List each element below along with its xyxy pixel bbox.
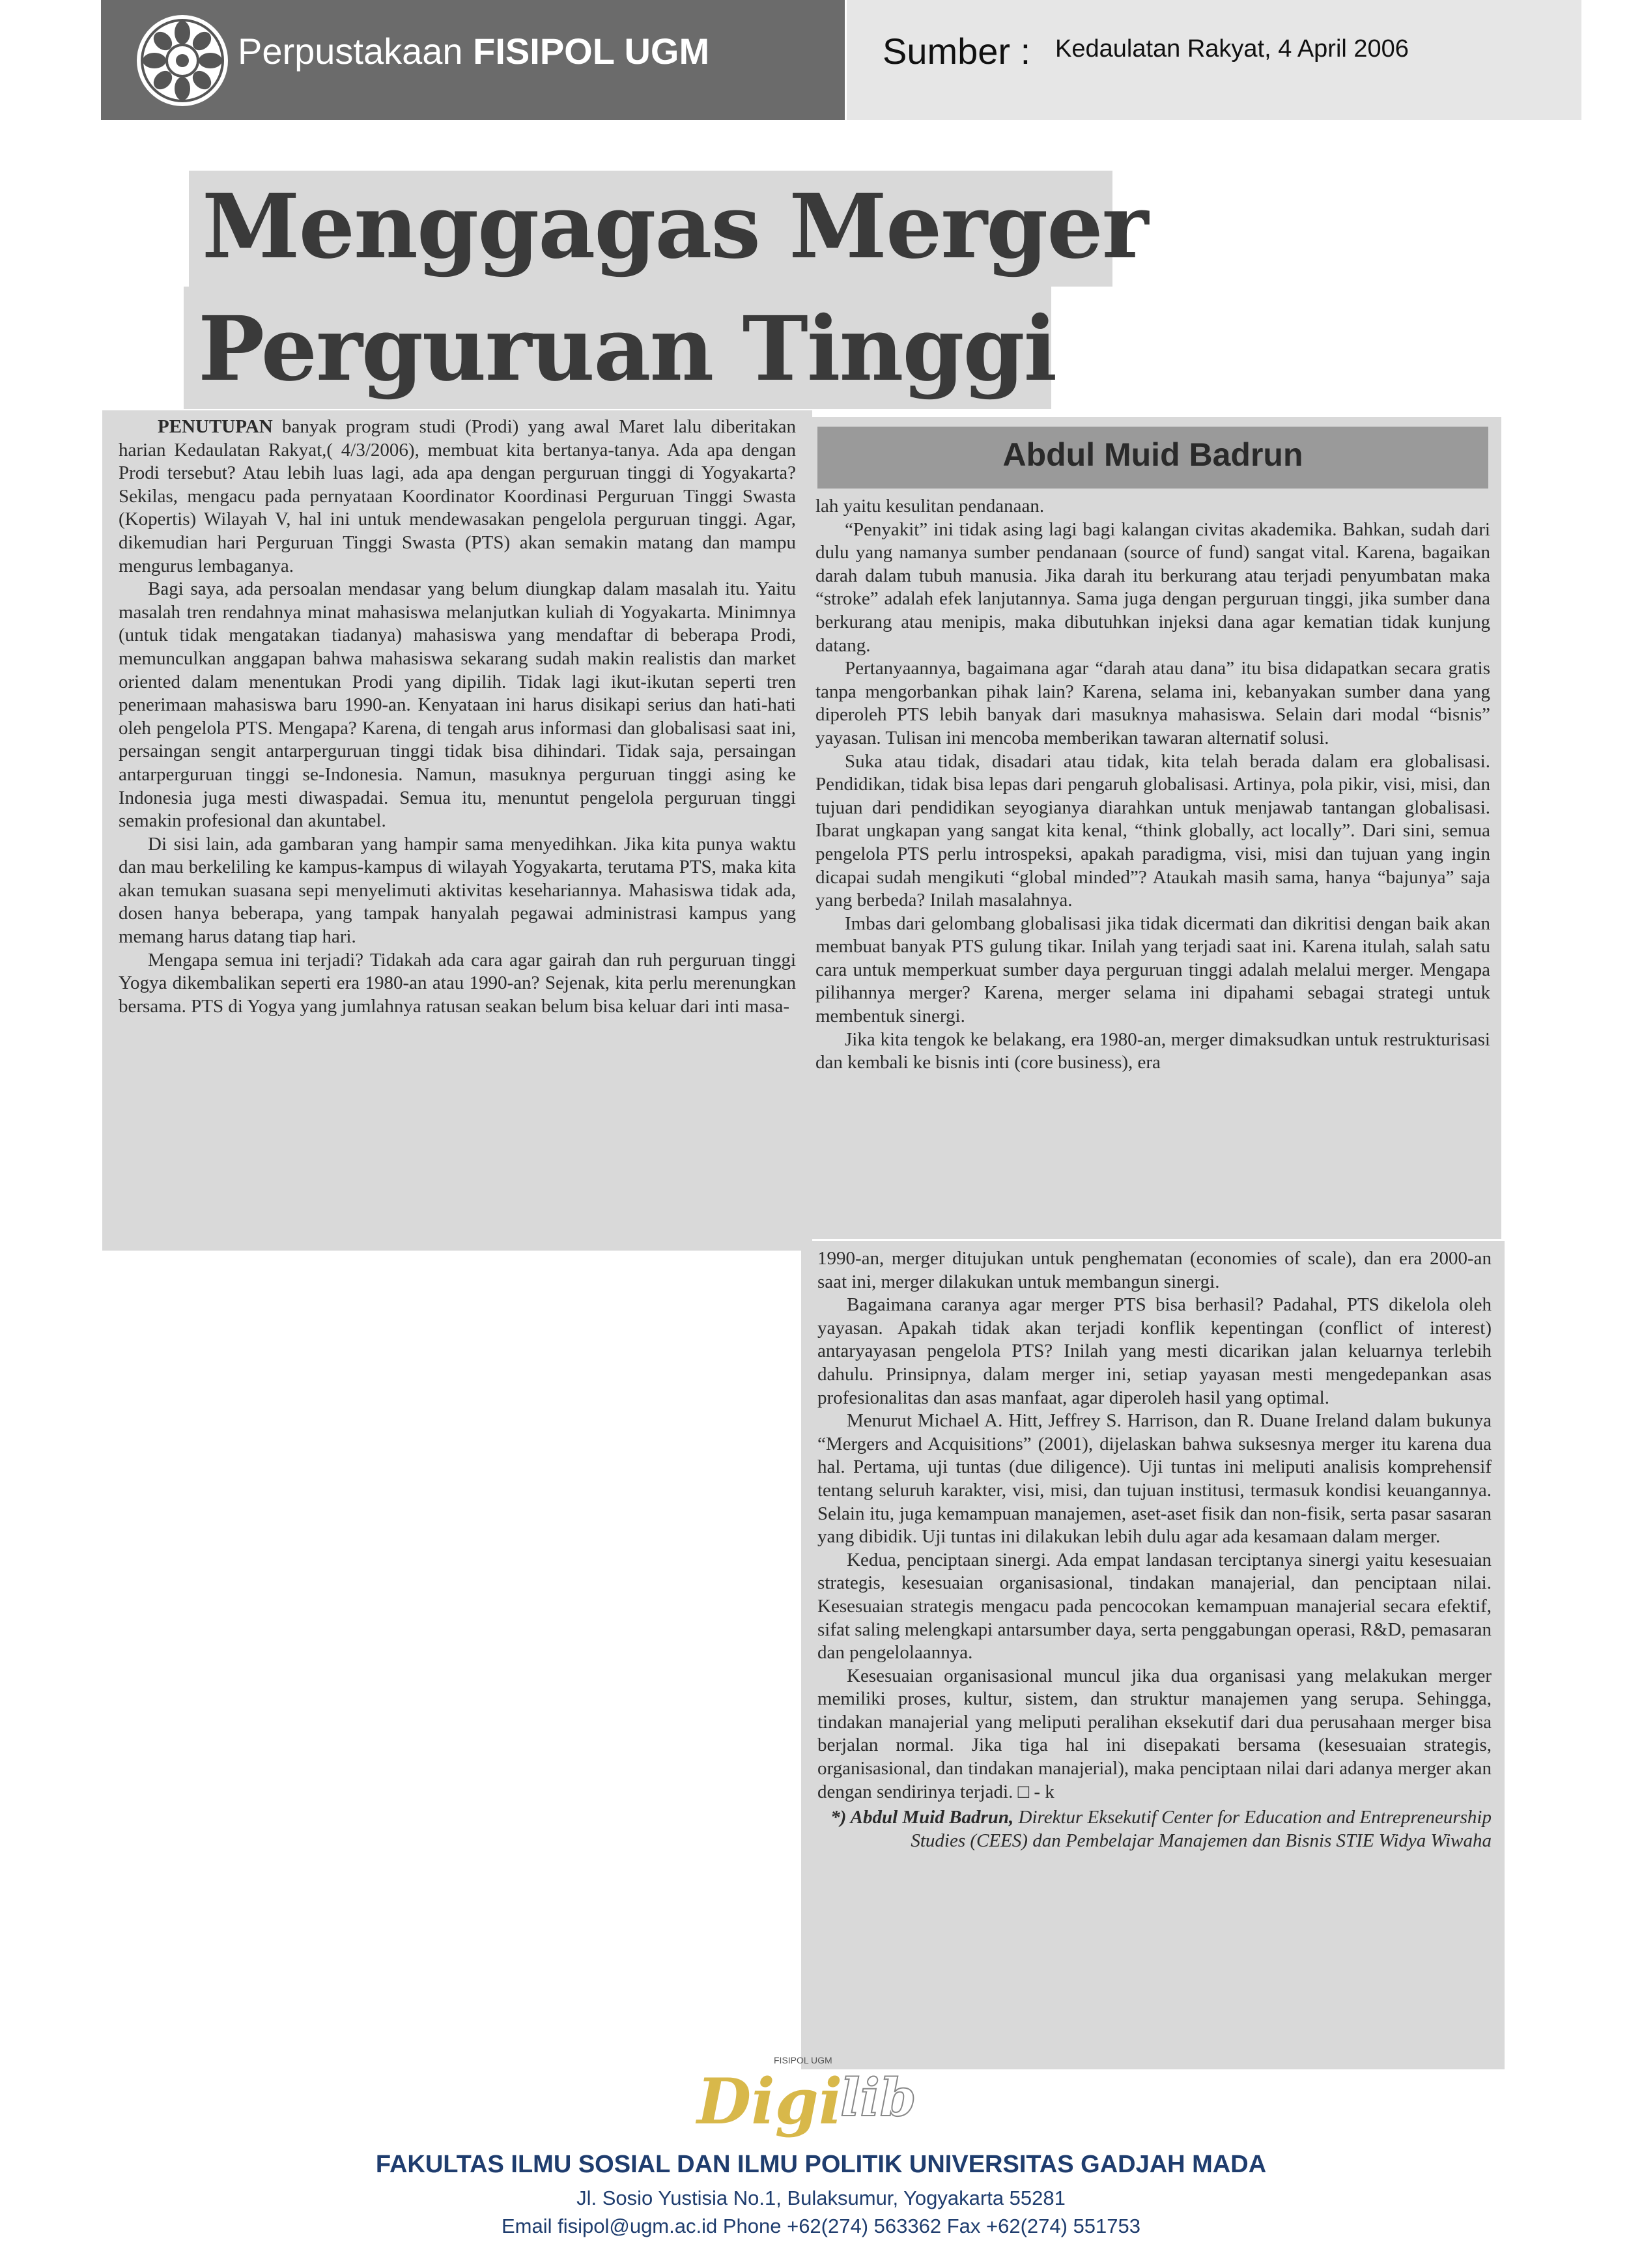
- paragraph: Bagaimana caranya agar merger PTS bisa berhasil? Padahal, PTS dikelola oleh yayasan. Apakah tidak akan terjadi konflik kepentingan (conflict of interest) antaryayasan pengelola PTS? Inilah yang mesti dicarikan jalan keluarnya terlebih dahulu. Prinsipnya, dalam merger ini, setiap yayasan mesti mengedepankan asas profesionalitas dan asas manfaat, agar diperoleh hasil yang optimal.: [817, 1294, 1492, 1408]
- faculty-contact: Email fisipol@ugm.ac.id Phone +62(274) 563362 Fax +62(274) 551753: [501, 2215, 1141, 2237]
- left-column: [119, 416, 796, 1243]
- library-name: Perpustakaan FISIPOL UGM: [238, 31, 710, 72]
- digilib-logo-lib: lib: [840, 2067, 916, 2128]
- ugm-seal-icon: [134, 12, 231, 109]
- byline: Abdul Muid Badrun: [1002, 436, 1303, 473]
- paragraph: Di sisi lain, ada gambaran yang hampir sama menyedihkan. Jika kita punya waktu dan mau berkeliling ke kampus-kampus di wilayah Yogyakarta, terutama PTS, maka kita akan temukan suasana sepi menyelimuti aktivitas kesehariannya. Mahasiswa tidak ada, dosen hanya beberapa, yang tampak hanyalah pegawai administrasi kampus yang memang harus datang tiap hari.: [119, 833, 796, 948]
- paragraph: PENUTUPAN banyak program studi (Prodi) yang awal Maret lalu diberitakan harian Kedaulatan Rakyat,( 4/3/2006), membuat kita bertanya-tanya. Ada apa dengan Prodi tersebut? Atau lebih luas lagi, ada apa dengan perguruan tinggi di Yogyakarta? Sekilas, mengacu pada pernyataan Koordinator Koordinasi Perguruan Tinggi Swasta (Kopertis) Wilayah V, hal ini untuk mendewasakan pengelola perguruan tinggi. Agar, dikemudian hari Perguruan Tinggi Swasta (PTS) akan semakin matang dan mampu mengurus lembaganya.: [119, 416, 796, 576]
- source-value: Kedaulatan Rakyat, 4 April 2006: [1055, 35, 1409, 63]
- paragraph: Kesesuaian organisasional muncul jika dua organisasi yang melakukan merger memiliki proses, kultur, sistem, dan struktur manajemen yang serupa. Sehingga, tindakan manajerial yang meliputi peralihan eksekutif dari dua perusahaan merger bisa berjalan normal. Jika tiga hal ini disepakati bersama (kesesuaian strategis, organisasional, dan tindakan manajerial), maka penciptaan nilai dari adanya merger akan dengan sendirinya terjadi. □ - k: [817, 1665, 1492, 1802]
- lead-word: PENUTUPAN: [158, 416, 273, 437]
- paragraph: Bagi saya, ada persoalan mendasar yang belum diungkap dalam masalah itu. Yaitu masalah tren rendahnya minat mahasiswa melanjutkan kuliah di Yogyakarta. Minimnya (untuk tidak mengatakan tiadanya) mahasiswa yang mendaftar di beberapa Prodi, memunculkan anggapan bahwa mahasiswa sekarang sudah makin realistis dan market oriented dalam menentukan Prodi yang dipilih. Tidak lagi ikut-ikutan seperti tren penerimaan mahasiswa baru 1990-an. Kenyataan ini harus disikapi serius dan hati-hati oleh pengelola PTS. Mengapa? Karena, di tengah arus informasi dan globalisasi saat ini, persaingan sengit antarperguruan tinggi tidak bisa dihindari. Tidak saja, persaingan antarperguruan tinggi se-Indonesia. Namun, masuknya perguruan tinggi asing ke Indonesia juga mesti diwaspadai. Semua itu, menuntut pengelola perguruan tinggi semakin profesional dan akuntabel.: [119, 578, 796, 832]
- paragraph: “Penyakit” ini tidak asing lagi bagi kalangan civitas akademika. Bahkan, sudah dari dulu yang namanya sumber pendanaan (source of fund) sangat vital. Karena, bagaikan darah dalam tubuh manusia. Jika darah itu berkurang atau terjadi penyumbatan maka “stroke” adalah efek lanjutannya. Sama juga dengan perguruan tinggi, jika sumber dana berkurang atau menipis, maka dibutuhkan injeksi dana agar kematian tidak kunjung datang.: [815, 518, 1490, 656]
- library-header: [101, 0, 845, 120]
- paragraph: Menurut Michael A. Hitt, Jeffrey S. Harrison, dan R. Duane Ireland dalam bukunya “Mergers and Acquisitions” (2001), dijelaskan bahwa suksesnya merger itu karena dua hal. Pertama, uji tuntas (due diligence). Uji tuntas ini meliputi analisis komprehensif tentang seluruh karakter, visi, misi, dan tujuan institusi, termasuk kondisi keuangannya. Selain itu, juga kemampuan manajemen, aset-aset fisik dan non-fisik, serta pasar sasaran yang dibidik. Uji tuntas ini dilakukan lebih dulu agar ada kesamaan dalam merger.: [817, 1410, 1492, 1548]
- headline-line-2: Perguruan Tinggi: [198, 297, 1056, 401]
- paragraph: Kedua, penciptaan sinergi. Ada empat landasan terciptanya sinergi yaitu kesesuaian strategis, kesesuaian organisasional, tindakan manajerial, dan penciptaan nilai. Kesesuaian strategis mengacu pada pencocokan kemampuan manajerial secara efektif, sifat saling melengkapi antarsumber daya, serta penggabungan operasi, R&D, pemasaran dan pengelolaannya.: [817, 1549, 1492, 1664]
- paragraph: Imbas dari gelombang globalisasi jika tidak dicermati dan dikritisi dengan baik akan membuat banyak PTS gulung tikar. Inilah yang terjadi saat ini. Karena itulah, salah satu cara untuk memperkuat sumber daya perguruan tinggi adalah melalui merger. Mengapa pilihannya merger? Karena, merger selama ini dipahami sebagai strategi untuk membentuk sinergi.: [815, 913, 1490, 1027]
- headline-line-1: Menggagas Merger: [202, 175, 1148, 279]
- headline-clip-2: [184, 287, 1056, 409]
- faculty-address: Jl. Sosio Yustisia No.1, Bulaksumur, Yogyakarta 55281: [576, 2187, 1066, 2209]
- paragraph: Mengapa semua ini terjadi? Tidakah ada cara agar gairah dan ruh perguruan tinggi Yogya dikembalikan seperti era 1980-an atau 1990-an? Sejenak, kita perlu merenungkan bersama. PTS di Yogya yang jumlahnya ratusan seakan belum bisa keluar dari inti masa-: [119, 949, 796, 1017]
- source-box: [847, 0, 1581, 120]
- digilib-logo: [690, 2050, 951, 2142]
- paragraph: Pertanyaannya, bagaimana agar “darah atau dana” itu bisa didapatkan secara gratis tanpa mengorbankan pihak lain? Karena, selama ini, kebanyakan sumber dana yang diperoleh PTS lebih banyak dari masuknya mahasiswa. Selain dari modal “bisnis” yayasan. Tulisan ini mencoba memberikan tawaran alternatif solusi.: [815, 658, 1490, 748]
- paragraph: Jika kita tengok ke belakang, era 1980-an, merger dimaksudkan untuk restrukturisasi dan kembali ke bisnis inti (core business), era: [815, 1028, 1490, 1073]
- paragraph: lah yaitu kesulitan pendanaan.: [815, 496, 1045, 517]
- byline-bar: [817, 427, 1488, 489]
- author-note-name: *) Abdul Muid Badrun,: [830, 1807, 1014, 1828]
- digilib-logo-small: FISIPOL UGM: [774, 2055, 832, 2065]
- lower-column: [817, 1247, 1492, 2062]
- digilib-logo-digi: Digi: [697, 2065, 843, 2138]
- right-column: [815, 495, 1490, 1238]
- paragraph: 1990-an, merger ditujukan untuk penghematan (economies of scale), dan era 2000-an saat ini, merger dilakukan untuk membangun sinergi.: [817, 1248, 1492, 1292]
- paragraph: Suka atau tidak, disadari atau tidak, kita telah berada dalam era globalisasi. Pendidikan, tidak bisa lepas dari pengaruh globalisasi. Artinya, pola pikir, visi, misi, dan tujuan dari pendidikan seyogianya diarahkan untuk menjawab tantangan globalisasi. Ibarat ungkapan yang sangat kita kenal, “think globally, act locally”. Dari sini, semua pengelola PTS perlu introspeksi, apakah paradigma, visi, misi dan tujuan yang ingin dicapai sudah mengikuti “global minded”? Ataukah masih sama, hanya “bajunya” saja yang berbeda? Inilah masalahnya.: [815, 750, 1490, 911]
- author-note: *) Abdul Muid Badrun, Direktur Eksekutif Center for Education and Entrepreneurship Studies (CEES) dan Pembelajar Manajemen dan Bisnis STIE Widya Wiwaha: [830, 1807, 1492, 1851]
- headline-clip-1: [189, 171, 1148, 287]
- source-label: Sumber :: [883, 31, 1031, 72]
- faculty-name: FAKULTAS ILMU SOSIAL DAN ILMU POLITIK UNIVERSITAS GADJAH MADA: [375, 2151, 1267, 2178]
